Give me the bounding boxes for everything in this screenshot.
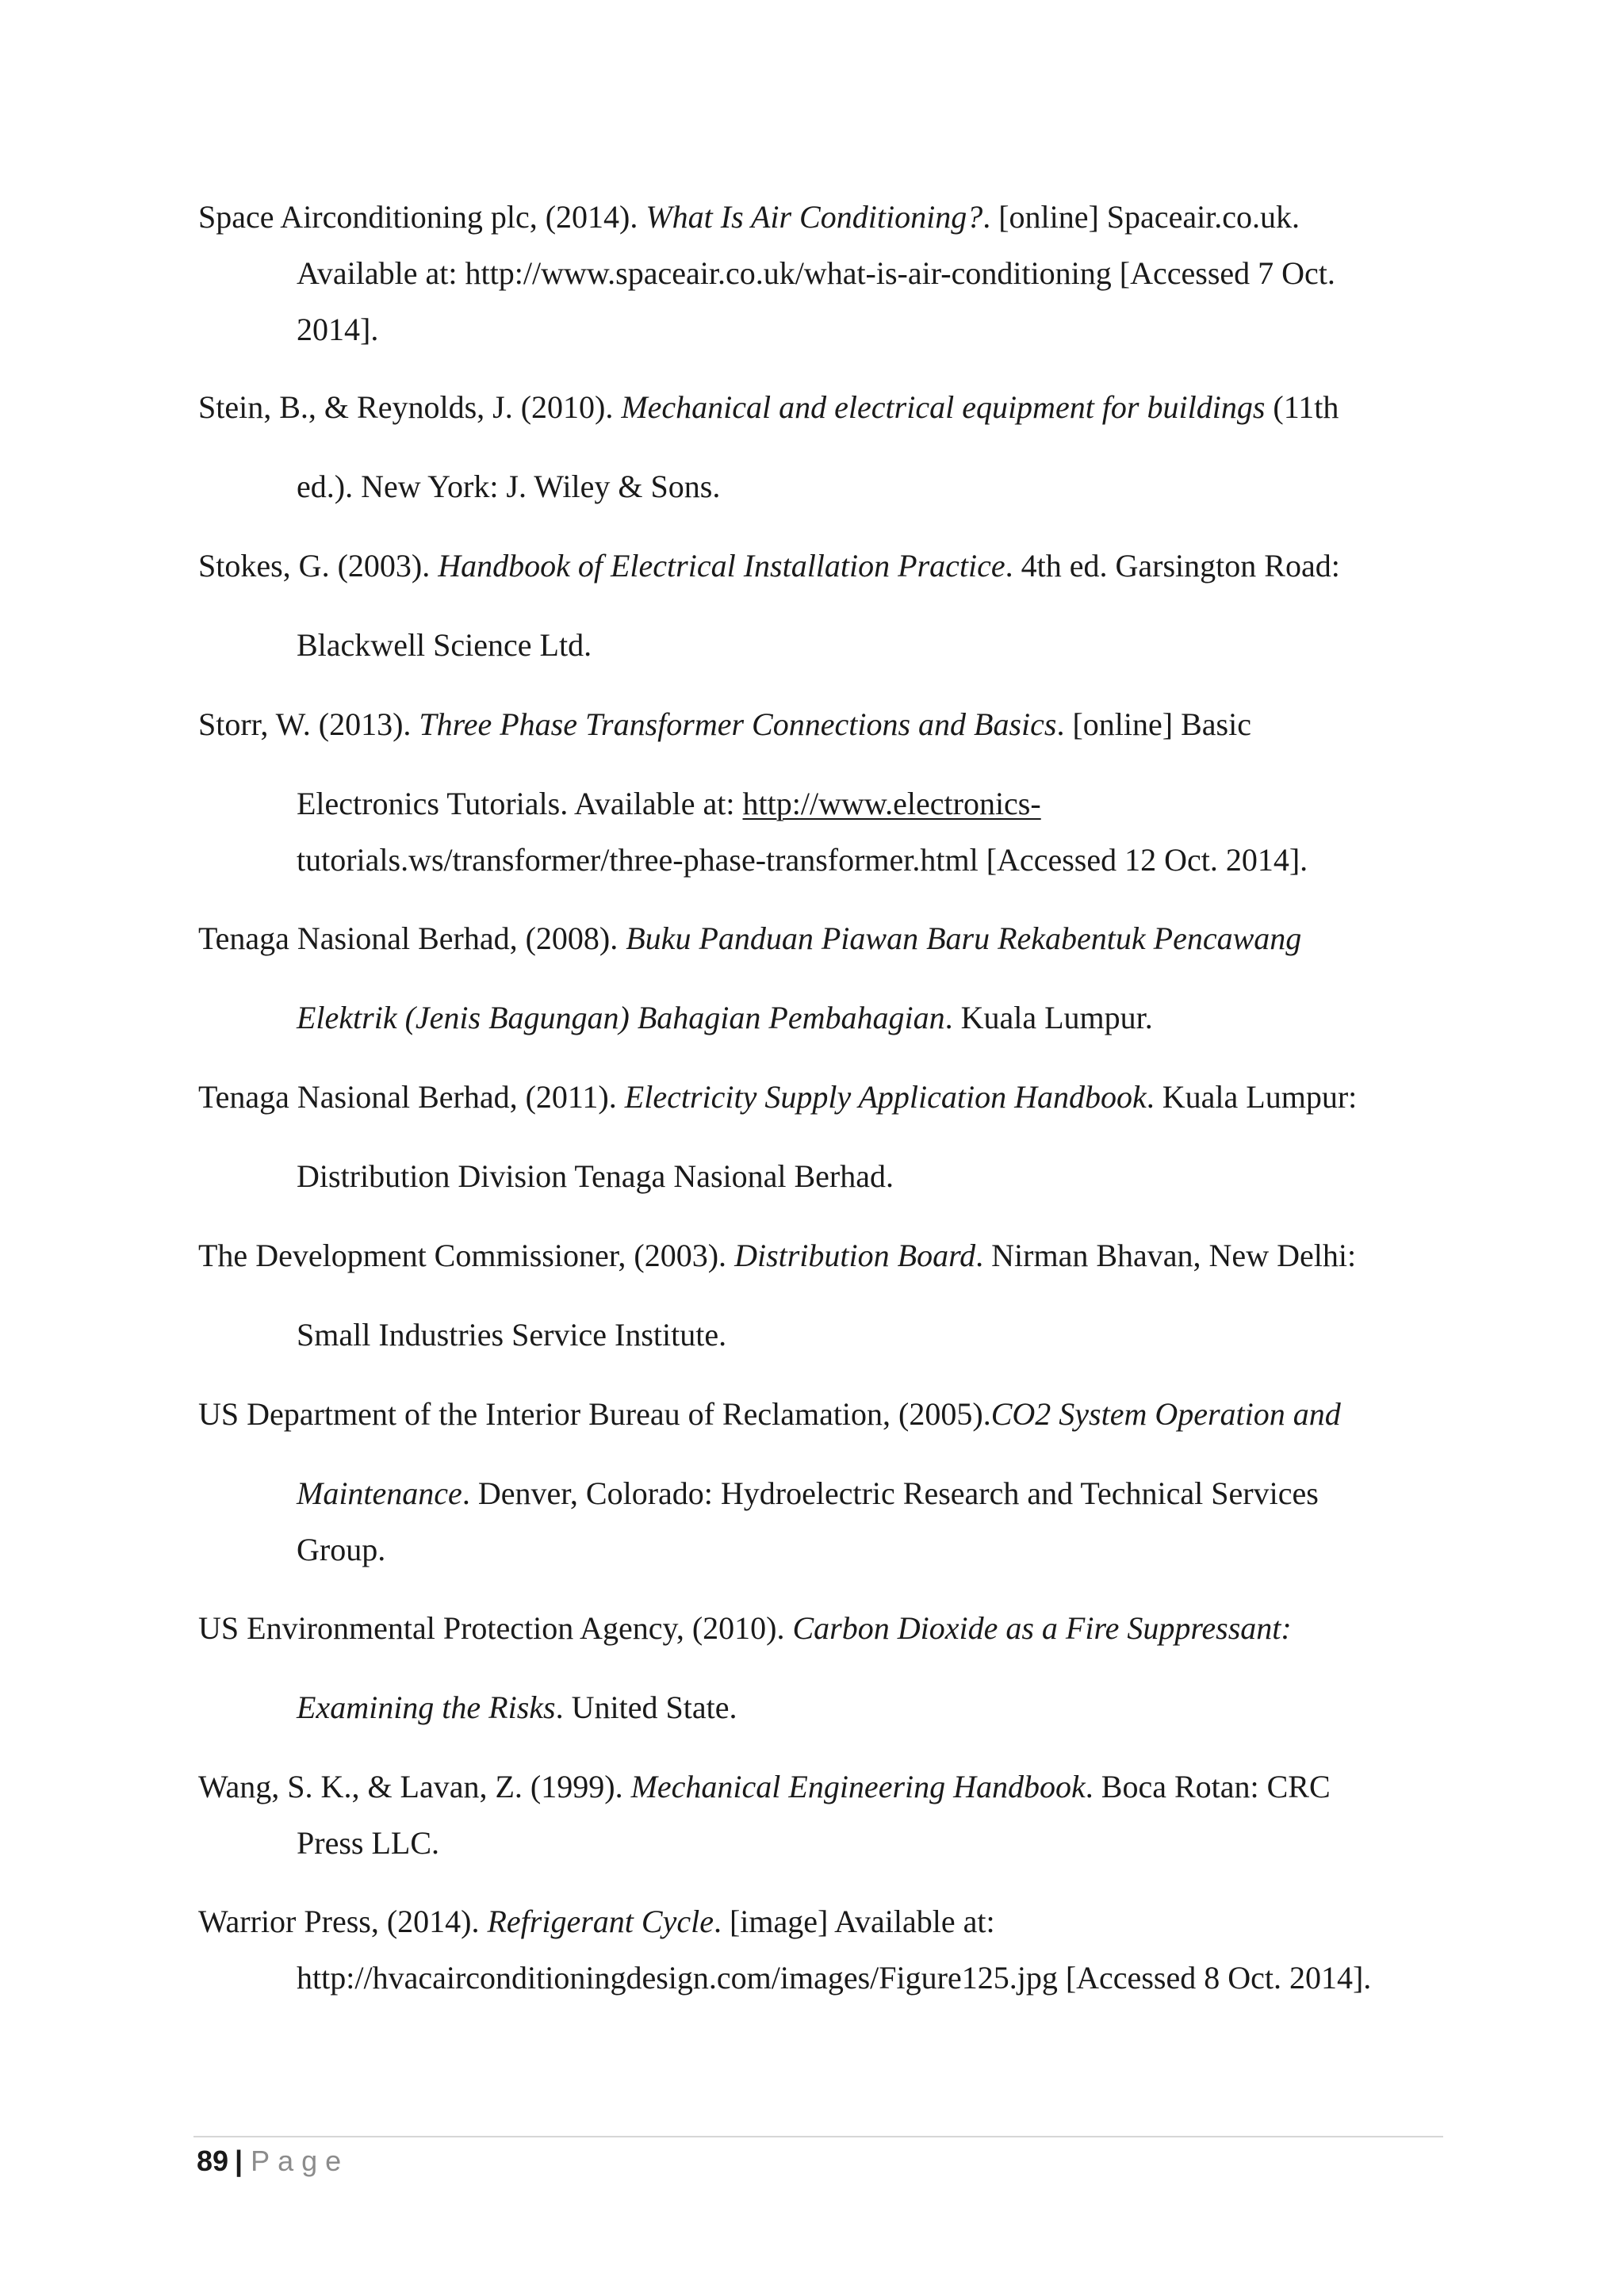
ref-author-year: US Department of the Interior Bureau of Reclamation, (2005).: [198, 1396, 991, 1432]
reference-continuation: ed.). New York: J. Wiley & Sons.: [297, 469, 721, 504]
footer-divider: [193, 2136, 1443, 2137]
ref-source: . Kuala Lumpur.: [944, 1000, 1153, 1035]
ref-title: Carbon Dioxide as a Fire Suppressant:: [792, 1610, 1292, 1646]
reference-entry-storr: [198, 706, 1251, 744]
ref-author-year: Storr, W. (2013).: [198, 706, 419, 742]
reference-entry-stein: [198, 388, 1339, 427]
ref-author-year: Space Airconditioning plc, (2014).: [198, 199, 646, 235]
ref-author-year: The Development Commissioner, (2003).: [198, 1238, 735, 1273]
ref-source: . [image] Available at:: [713, 1904, 995, 1939]
ref-title-continued: Maintenance: [297, 1475, 462, 1511]
ref-source: . 4th ed. Garsington Road:: [1005, 548, 1340, 584]
ref-source: . Nirman Bhavan, New Delhi:: [975, 1238, 1357, 1273]
ref-title: Mechanical Engineering Handbook: [630, 1769, 1086, 1804]
reference-entry-us-epa: [198, 1609, 1292, 1647]
ref-source: . United State.: [555, 1689, 737, 1725]
ref-available-at: Electronics Tutorials. Available at:: [297, 786, 743, 821]
reference-continuation: http://hvacairconditioningdesign.com/images/Figure125.jpg [Accessed 8 Oct. 2014].: [297, 1960, 1372, 1996]
reference-entry-tenaga-2011: [198, 1078, 1357, 1116]
reference-continuation: [297, 785, 1041, 823]
ref-title: Mechanical and electrical equipment for buildings: [621, 389, 1266, 425]
ref-author-year: Tenaga Nasional Berhad, (2011).: [198, 1079, 625, 1115]
reference-continuation: Group.: [297, 1532, 386, 1567]
page-number: 89: [197, 2145, 229, 2177]
ref-author-year: Wang, S. K., & Lavan, Z. (1999).: [198, 1769, 631, 1804]
ref-source: . [online] Spaceair.co.uk.: [982, 199, 1300, 235]
ref-title: Handbook of Electrical Installation Practice: [438, 548, 1005, 584]
reference-entry-space-airconditioning: [198, 198, 1300, 236]
reference-continuation: [297, 1475, 1319, 1513]
reference-continuation: Small Industries Service Institute.: [297, 1317, 727, 1353]
ref-title-continued: Examining the Risks: [297, 1689, 556, 1725]
page-label: Page: [251, 2145, 350, 2177]
ref-title: Refrigerant Cycle: [487, 1904, 714, 1939]
reference-continuation: tutorials.ws/transformer/three-phase-transformer.html [Accessed 12 Oct. 2014].: [297, 842, 1308, 878]
ref-source: (11th: [1265, 389, 1339, 425]
reference-continuation: [297, 999, 1153, 1037]
reference-continuation: Available at: http://www.spaceair.co.uk/what-is-air-conditioning [Accessed 7 Oct.: [297, 255, 1335, 291]
ref-author-year: Warrior Press, (2014).: [198, 1904, 488, 1939]
ref-source: . Kuala Lumpur:: [1146, 1079, 1358, 1115]
page-footer: [197, 2142, 349, 2180]
reference-entry-wang: [198, 1768, 1331, 1806]
ref-source: . Denver, Colorado: Hydroelectric Research and Technical Services: [462, 1475, 1319, 1511]
reference-continuation: Distribution Division Tenaga Nasional Berhad.: [297, 1158, 894, 1194]
ref-author-year: Stein, B., & Reynolds, J. (2010).: [198, 389, 622, 425]
reference-entry-stokes: [198, 547, 1340, 585]
ref-title-continued: Elektrik (Jenis Bagungan) Bahagian Pembahagian: [297, 1000, 945, 1035]
reference-continuation: 2014].: [297, 312, 379, 347]
reference-entry-development-commissioner: [198, 1237, 1356, 1275]
reference-continuation: Press LLC.: [297, 1825, 439, 1861]
ref-author-year: Tenaga Nasional Berhad, (2008).: [198, 920, 626, 956]
reference-continuation: [297, 1689, 737, 1727]
reference-entry-tenaga-2008: [198, 920, 1301, 958]
ref-title: Distribution Board: [734, 1238, 976, 1273]
ref-title: Three Phase Transformer Connections and Basics: [419, 706, 1057, 742]
reference-entry-us-interior: [198, 1395, 1341, 1433]
reference-entry-warrior-press: [198, 1903, 995, 1941]
reference-continuation: Blackwell Science Ltd.: [297, 627, 592, 663]
ref-author-year: US Environmental Protection Agency, (2010).: [198, 1610, 793, 1646]
ref-title: Electricity Supply Application Handbook: [624, 1079, 1147, 1115]
ref-author-year: Stokes, G. (2003).: [198, 548, 439, 584]
ref-title: CO2 System Operation and: [990, 1396, 1341, 1432]
ref-source: . [online] Basic: [1056, 706, 1251, 742]
ref-title: What Is Air Conditioning?: [645, 199, 983, 235]
ref-source: . Boca Rotan: CRC: [1085, 1769, 1331, 1804]
ref-title: Buku Panduan Piawan Baru Rekabentuk Pencawang: [626, 920, 1302, 956]
footer-separator: |: [235, 2145, 243, 2177]
ref-url-link[interactable]: http://www.electronics-: [742, 786, 1041, 821]
